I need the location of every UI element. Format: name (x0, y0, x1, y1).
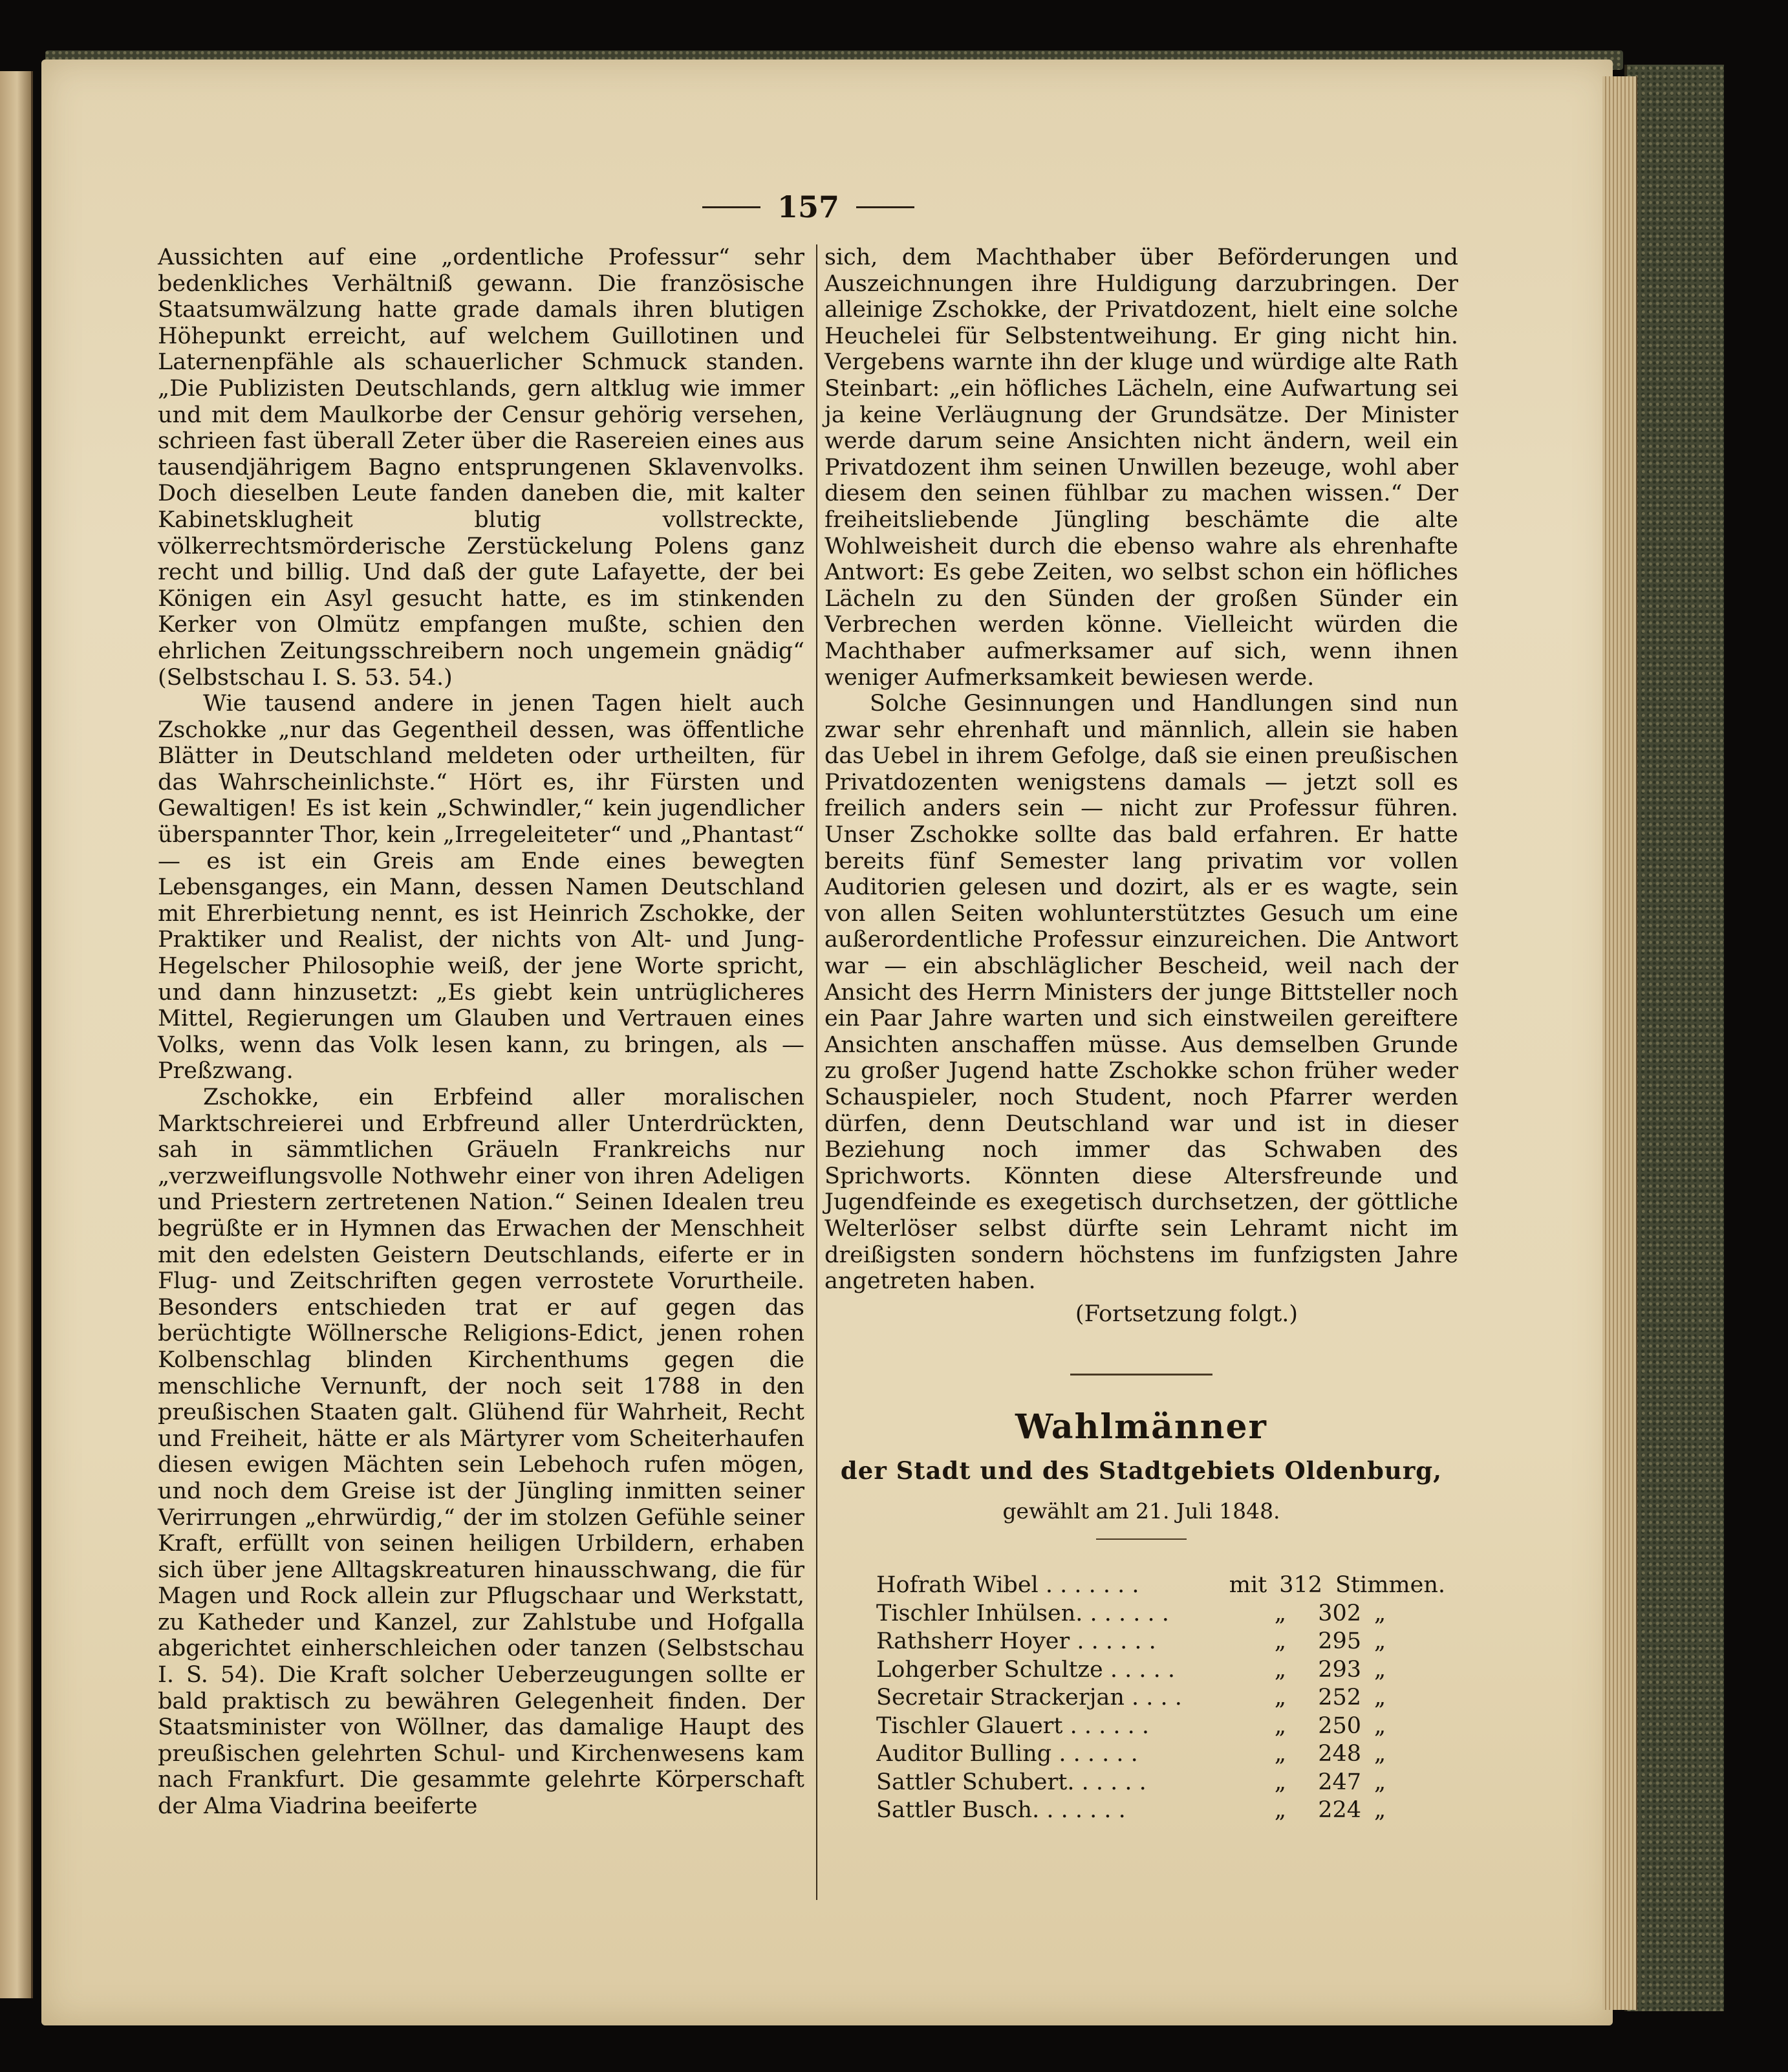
voter-mark: „ (1274, 1656, 1287, 1683)
voter-count: 295 (1318, 1628, 1361, 1655)
page-stack-edge (1602, 76, 1637, 2010)
section-divider (1070, 1374, 1212, 1376)
column-divider (816, 244, 817, 1900)
voter-count: 252 (1318, 1685, 1361, 1711)
voter-row (876, 1797, 1445, 1826)
right-paragraph-1: sich, dem Machthaber über Beförderungen und Auszeichnungen ihre Huldigung darzubringen. Der alleinige Zschokke, der Privatdozent, hielt eine solche Heuchelei für Selbstentweihung. Er ging nicht hin. Vergebens warnte ihn der kluge und würdige alte Rath Steinbart: „ein höfliches Lächeln, eine Aufwartung sei ja keine Verläugnung der Grundsätze. Der Minister werde darum seine Ansichten nicht ändern, weil ein Privatdozent ihm seinen Unwillen bezeuge, wohl aber diesem den seinen fühlbar zu machen wissen.“ Der freiheitsliebende Jüngling beschämte die alte Wohlweisheit durch die ebenso wahre als ehrenhafte Antwort: Es gebe Zeiten, wo selbst schon ein höfliches Lächeln zu den Sünden der großen Sünder ein Verbrechen werden könne. Vielleicht würden die Machthaber aufmerksamer auf sich, wenn ihnen weniger Aufmerksamkeit bewiesen werde. (824, 244, 1458, 691)
voter-row (876, 1713, 1445, 1742)
voter-row (876, 1685, 1445, 1713)
left-paragraph-2: Wie tausend andere in jenen Tagen hielt auch Zschokke „nur das Gegentheil dessen, was öffentliche Blätter in Deutschland meldeten oder urtheilten, für das Wahrscheinlichste.“ Hört es, ihr Fürsten und Gewaltigen! Es ist kein „Schwindler,“ kein jugendlicher überspannter Thor, kein „Irregeleiteter“ und „Phantast“ — es ist ein Greis am Ende eines bewegten Lebensganges, ein Mann, dessen Namen Deutschland mit Ehrerbietung nennt, es ist Heinrich Zschokke, der Praktiker und Realist, der nichts von Alt- und Jung-Hegelscher Philosophie weiß, der jene Worte spricht, und dann hinzusetzt: „Es giebt kein untrüglicheres Mittel, Regierungen um Glauben und Vertrauen eines Volks, wenn das Volk lesen kann, zu bringen, als — Preßzwang. (158, 691, 804, 1085)
voter-count: 248 (1318, 1741, 1361, 1767)
voter-name: Sattler Busch. . . . . . . (876, 1797, 1126, 1824)
voter-row (876, 1601, 1445, 1629)
header-rule-right (856, 206, 914, 208)
right-column (824, 244, 1458, 1826)
voter-row (876, 1769, 1445, 1798)
voter-unit: „ (1374, 1797, 1386, 1824)
voter-mark: „ (1274, 1685, 1287, 1711)
voter-unit: „ (1374, 1769, 1386, 1795)
voter-mark: „ (1274, 1797, 1287, 1824)
voter-unit: „ (1374, 1656, 1386, 1683)
voter-unit: „ (1374, 1600, 1386, 1626)
voter-unit: Stimmen. (1335, 1572, 1445, 1599)
voter-list (876, 1572, 1445, 1826)
voter-mark: „ (1274, 1600, 1287, 1626)
voter-count: 302 (1318, 1600, 1361, 1626)
voter-count: 247 (1318, 1769, 1361, 1795)
voter-mark: „ (1274, 1769, 1287, 1795)
section-small-rule (1096, 1538, 1187, 1540)
voter-row (876, 1572, 1445, 1601)
voter-count: 250 (1318, 1712, 1361, 1739)
voter-name: Hofrath Wibel . . . . . . . (876, 1572, 1139, 1599)
left-column (158, 244, 804, 1820)
voter-count: 312 (1279, 1572, 1322, 1599)
voter-name: Secretair Strackerjan . . . . (876, 1685, 1182, 1711)
voter-row (876, 1741, 1445, 1769)
voter-mark: „ (1274, 1741, 1287, 1767)
left-paragraph-3: Zschokke, ein Erbfeind aller moralischen Marktschreierei und Erbfreund aller Unterdrückten, sah in sämmtlichen Gräueln Frankreichs nur „verzweiflungsvolle Nothwehr einer von ihren Adeligen und Priestern zertretenen Nation.“ Seinen Idealen treu begrüßte er in Hymnen das Erwachen der Menschheit mit den edelsten Geistern Deutschlands, eiferte er in Flug- und Zeitschriften gegen verrostete Vorurtheile. Besonders entschieden trat er auf gegen das berüchtigte Wöllnersche Religions-Edict, jenen rohen Kolbenschlag blinden Kirchenthums gegen die menschliche Vernunft, der noch seit 1788 in den preußischen Staaten galt. Glühend für Wahrheit, Recht und Freiheit, hätte er als Märtyrer vom Scheiterhaufen diesen ewigen Mächten sein Lebehoch rufen mögen, und noch dem Greise ist der Jüngling inmitten seiner Verirrungen „ehrwürdig,“ der im stolzen Gefühle seiner Kraft, erfüllt von seinen heiligen Urbildern, erhaben sich über jene Alltagskreaturen hinausschwang, die für Magen und Rock allein zur Pflugschaar und Werkstatt, zu Katheder und Kanzel, zur Zahlstube und Hofgalla abgerichtet einherschleichen oder tanzen (Selbstschau I. S. 54). Die Kraft solcher Ueberzeugungen sollte er bald praktisch zu bewähren Gelegenheit finden. Der Staatsminister von Wöllner, das damalige Haupt des preußischen gelehrten Schul- und Kirchenwesens kam nach Frankfurt. Die gesammte gelehrte Körperschaft der Alma Viadrina beeiferte (158, 1085, 804, 1820)
voter-name: Tischler Inhülsen. . . . . . . (876, 1600, 1169, 1626)
voter-name: Lohgerber Schultze . . . . . (876, 1656, 1176, 1683)
voter-mark: mit (1229, 1572, 1267, 1599)
voter-row (876, 1628, 1445, 1657)
section-date: gewählt am 21. Juli 1848. (1002, 1498, 1280, 1524)
left-paragraph-1: Aussichten auf eine „ordentliche Professur“ sehr bedenkliches Verhältniß gewann. Die französische Staatsumwälzung hatte grade damals ihren blutigen Höhepunkt erreicht, auf welchem Guillotinen und Laternenpfähle als schauerlicher Schmuck standen. „Die Publizisten Deutschlands, gern altklug wie immer und mit dem Maulkorbe der Censur gehörig versehen, schrieen fast überall Zeter über die Rasereien eines aus tausendjährigem Bagno entsprungenen Sklavenvolks. Doch dieselben Leute fanden daneben die, mit kalter Kabinetsklugheit blutig vollstreckte, völkerrechtsmörderische Zerstückelung Polens ganz recht und billig. Und daß der gute Lafayette, der bei Königen ein Asyl gesucht hatte, es im stinkenden Kerker von Olmütz empfangen mußte, schien den ehrlichen Zeitungsschreibern noch ungemein gnädig“ (Selbstschau I. S. 53. 54.) (158, 244, 804, 691)
voter-name: Sattler Schubert. . . . . . (876, 1769, 1147, 1795)
page-number: 157 (777, 189, 840, 224)
voter-count: 224 (1318, 1797, 1361, 1824)
right-paragraph-2: Solche Gesinnungen und Handlungen sind nun zwar sehr ehrenhaft und männlich, allein sie haben das Uebel in ihrem Gefolge, daß sie einen preußischen Privatdozenten wenigstens damals — jetzt soll es freilich anders sein — nicht zur Professur führen. Unser Zschokke sollte das bald erfahren. Er hatte bereits fünf Semester lang privatim vor vollen Auditorien gelesen und dozirt, als er es wagte, sein von allen Seiten wohlunterstütztes Gesuch um eine außerordentliche Professur einzureichen. Die Antwort war — ein abschläglicher Bescheid, weil nach der Ansicht des Herrn Ministers der junge Bittsteller noch ein Paar Jahre warten und sich einstweilen gereiftere Ansichten anschaffen müsse. Aus demselben Grunde zu großer Jugend hatte Zschokke schon früher weder Schauspieler, noch Student, noch Pfarrer werden dürfen, denn Deutschland war und ist in dieser Beziehung noch immer das Schwaben des Sprichworts. Könnten diese Altersfreunde und Jugendfeinde es exegetisch durchsetzen, der göttliche Welterlöser selbst dürfte sein Lehramt nicht im dreißigsten sondern höchstens im funfzigsten Jahre angetreten haben. (824, 691, 1458, 1295)
facing-page-edge (0, 71, 33, 1998)
page-header (679, 188, 938, 226)
voter-count: 293 (1318, 1656, 1361, 1683)
section-subtitle: der Stadt und des Stadtgebiets Oldenburg, (840, 1456, 1443, 1485)
continuation-note: (Fortsetzung folgt.) (1075, 1300, 1298, 1327)
voter-unit: „ (1374, 1685, 1386, 1711)
voter-row (876, 1657, 1445, 1685)
voter-name: Rathsherr Hoyer . . . . . . (876, 1628, 1156, 1655)
voter-mark: „ (1274, 1628, 1287, 1655)
voter-unit: „ (1374, 1741, 1386, 1767)
voter-name: Auditor Bulling . . . . . . (876, 1741, 1138, 1767)
section-title: Wahlmänner (1015, 1407, 1267, 1447)
voter-name: Tischler Glauert . . . . . . (876, 1712, 1149, 1739)
header-rule-left (702, 206, 760, 208)
book-binding (1624, 65, 1724, 2011)
voter-unit: „ (1374, 1628, 1386, 1655)
voter-unit: „ (1374, 1712, 1386, 1739)
voter-mark: „ (1274, 1712, 1287, 1739)
